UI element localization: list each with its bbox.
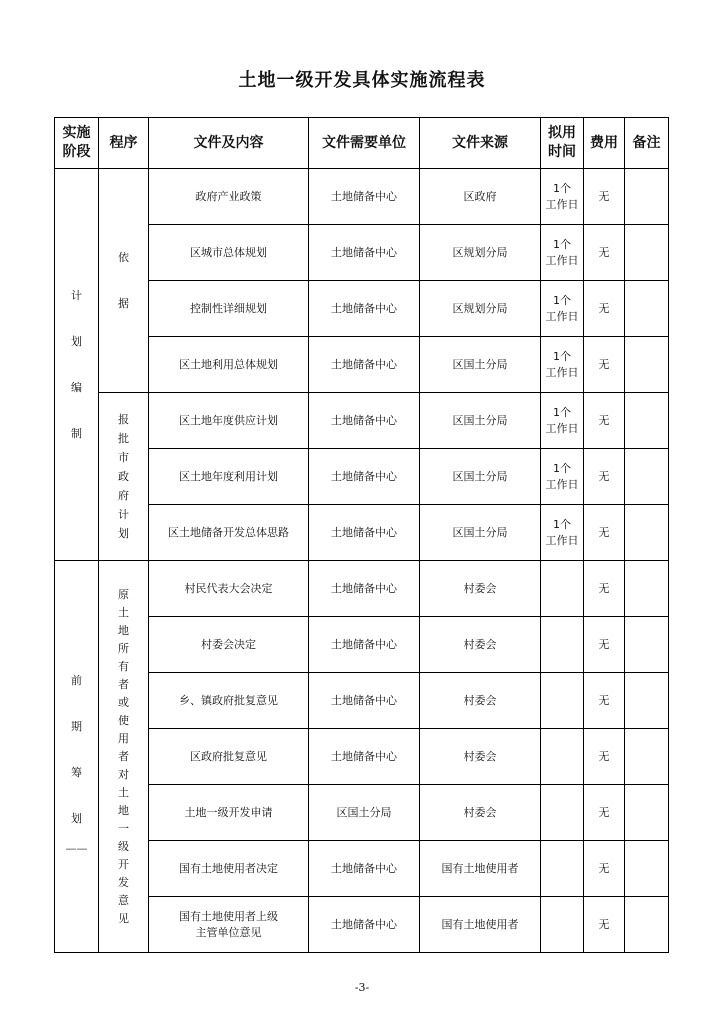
vertical-char: 级	[118, 839, 129, 853]
remark-cell	[625, 561, 669, 617]
source-cell: 区规划分局	[420, 225, 541, 281]
group-report-label	[99, 410, 148, 543]
time-cell: 1个 工作日	[541, 449, 584, 505]
vertical-char: 开	[118, 857, 129, 871]
vertical-char: 划	[71, 811, 82, 825]
vertical-char: 地	[118, 623, 129, 637]
table-row	[55, 561, 669, 617]
remark-cell	[625, 841, 669, 897]
header-unit: 文件需要单位	[309, 118, 420, 169]
vertical-char: 有	[118, 659, 129, 673]
vertical-char: 者	[118, 677, 129, 691]
content-cell: 区土地利用总体规划	[149, 337, 309, 393]
unit-cell: 区国土分局	[309, 785, 420, 841]
remark-cell	[625, 729, 669, 785]
content-cell: 区土地年度利用计划	[149, 449, 309, 505]
source-cell: 区国土分局	[420, 393, 541, 449]
unit-cell: 土地储备中心	[309, 169, 420, 225]
source-cell: 国有土地使用者	[420, 897, 541, 953]
fee-cell: 无	[584, 393, 625, 449]
unit-cell: 土地储备中心	[309, 841, 420, 897]
content-cell: 乡、镇政府批复意见	[149, 673, 309, 729]
vertical-char: 前	[71, 673, 82, 687]
unit-cell: 土地储备中心	[309, 449, 420, 505]
stage-pre-label	[55, 658, 98, 842]
source-cell: 村委会	[420, 729, 541, 785]
stage-plan-label	[55, 273, 98, 457]
content-cell: 区土地储备开发总体思路	[149, 505, 309, 561]
content-cell: 土地一级开发申请	[149, 785, 309, 841]
remark-cell	[625, 673, 669, 729]
fee-cell: 无	[584, 617, 625, 673]
page-number: -3-	[354, 981, 370, 994]
unit-cell: 土地储备中心	[309, 393, 420, 449]
unit-cell: 土地储备中心	[309, 505, 420, 561]
vertical-char: 计	[71, 288, 82, 302]
source-cell: 区国土分局	[420, 337, 541, 393]
vertical-char: 见	[118, 911, 129, 925]
group-basis-cell	[99, 169, 149, 393]
vertical-char: 一	[118, 821, 129, 835]
time-cell	[541, 841, 584, 897]
vertical-char: 使	[118, 713, 129, 727]
content-cell: 区土地年度供应计划	[149, 393, 309, 449]
content-cell: 控制性详细规划	[149, 281, 309, 337]
time-cell	[541, 729, 584, 785]
time-cell: 1个 工作日	[541, 225, 584, 281]
vertical-char: 府	[118, 489, 129, 502]
vertical-char: 土	[118, 785, 129, 799]
header-stage: 实施 阶段	[55, 118, 99, 169]
group-opinion-cell	[99, 561, 149, 953]
vertical-char: 地	[118, 803, 129, 817]
source-cell: 区国土分局	[420, 505, 541, 561]
content-cell: 区城市总体规划	[149, 225, 309, 281]
source-cell: 区政府	[420, 169, 541, 225]
vertical-char: 期	[71, 719, 82, 733]
vertical-char: 原	[118, 587, 129, 601]
content-cell: 村民代表大会决定	[149, 561, 309, 617]
fee-cell: 无	[584, 169, 625, 225]
table-row	[55, 393, 669, 449]
time-cell: 1个 工作日	[541, 281, 584, 337]
header-source: 文件来源	[420, 118, 541, 169]
source-cell: 村委会	[420, 673, 541, 729]
vertical-char: 或	[118, 695, 129, 709]
remark-cell	[625, 449, 669, 505]
header-time: 拟用 时间	[541, 118, 584, 169]
vertical-char: 划	[71, 334, 82, 348]
time-cell: 1个 工作日	[541, 505, 584, 561]
source-cell: 村委会	[420, 617, 541, 673]
vertical-char: 批	[118, 432, 129, 445]
fee-cell: 无	[584, 785, 625, 841]
content-cell: 政府产业政策	[149, 169, 309, 225]
vertical-char: 报	[118, 413, 129, 426]
fee-cell: 无	[584, 449, 625, 505]
vertical-char: 发	[118, 875, 129, 889]
group-basis-label	[99, 235, 148, 327]
implementation-flow-table	[54, 117, 669, 953]
vertical-char: 意	[118, 893, 129, 907]
fee-cell: 无	[584, 337, 625, 393]
content-cell: 区政府批复意见	[149, 729, 309, 785]
vertical-char: 筹	[71, 765, 82, 779]
stage-pre-dash: ——	[65, 841, 88, 855]
remark-cell	[625, 393, 669, 449]
fee-cell: 无	[584, 897, 625, 953]
source-cell: 区规划分局	[420, 281, 541, 337]
vertical-char: 编	[71, 380, 82, 394]
fee-cell: 无	[584, 281, 625, 337]
page-title: 土地一级开发具体实施流程表	[238, 70, 486, 91]
unit-cell: 土地储备中心	[309, 337, 420, 393]
time-cell	[541, 561, 584, 617]
source-cell: 村委会	[420, 785, 541, 841]
remark-cell	[625, 785, 669, 841]
unit-cell: 土地储备中心	[309, 729, 420, 785]
unit-cell: 土地储备中心	[309, 673, 420, 729]
vertical-char: 计	[118, 508, 129, 521]
time-cell: 1个 工作日	[541, 393, 584, 449]
group-report-cell	[99, 393, 149, 561]
vertical-char: 制	[71, 426, 82, 440]
group-opinion-label	[99, 586, 148, 928]
fee-cell: 无	[584, 561, 625, 617]
vertical-char: 划	[118, 527, 129, 540]
source-cell: 区国土分局	[420, 449, 541, 505]
remark-cell	[625, 337, 669, 393]
content-cell: 国有土地使用者上级 主管单位意见	[149, 897, 309, 953]
unit-cell: 土地储备中心	[309, 897, 420, 953]
source-cell: 村委会	[420, 561, 541, 617]
fee-cell: 无	[584, 673, 625, 729]
content-cell: 村委会决定	[149, 617, 309, 673]
stage-plan-cell	[55, 169, 99, 561]
vertical-char: 政	[118, 470, 129, 483]
fee-cell: 无	[584, 729, 625, 785]
header-fee: 费用	[584, 118, 625, 169]
vertical-char: 依	[118, 250, 129, 264]
time-cell	[541, 617, 584, 673]
content-cell: 国有土地使用者决定	[149, 841, 309, 897]
unit-cell: 土地储备中心	[309, 617, 420, 673]
time-cell: 1个 工作日	[541, 337, 584, 393]
remark-cell	[625, 281, 669, 337]
time-cell: 1个 工作日	[541, 169, 584, 225]
time-cell	[541, 673, 584, 729]
header-row	[55, 118, 669, 169]
header-content: 文件及内容	[149, 118, 309, 169]
source-cell: 国有土地使用者	[420, 841, 541, 897]
header-remark: 备注	[625, 118, 669, 169]
fee-cell: 无	[584, 841, 625, 897]
table-row	[55, 169, 669, 225]
vertical-char: 对	[118, 767, 129, 781]
vertical-char: 据	[118, 296, 129, 310]
vertical-char: 者	[118, 749, 129, 763]
vertical-char: 市	[118, 451, 129, 464]
vertical-char: 土	[118, 605, 129, 619]
stage-pre-cell	[55, 561, 99, 953]
remark-cell	[625, 169, 669, 225]
fee-cell: 无	[584, 225, 625, 281]
vertical-char: 所	[118, 641, 129, 655]
time-cell	[541, 785, 584, 841]
remark-cell	[625, 505, 669, 561]
remark-cell	[625, 617, 669, 673]
remark-cell	[625, 897, 669, 953]
unit-cell: 土地储备中心	[309, 281, 420, 337]
unit-cell: 土地储备中心	[309, 561, 420, 617]
header-procedure: 程序	[99, 118, 149, 169]
time-cell	[541, 897, 584, 953]
unit-cell: 土地储备中心	[309, 225, 420, 281]
fee-cell: 无	[584, 505, 625, 561]
vertical-char: 用	[118, 731, 129, 745]
remark-cell	[625, 225, 669, 281]
